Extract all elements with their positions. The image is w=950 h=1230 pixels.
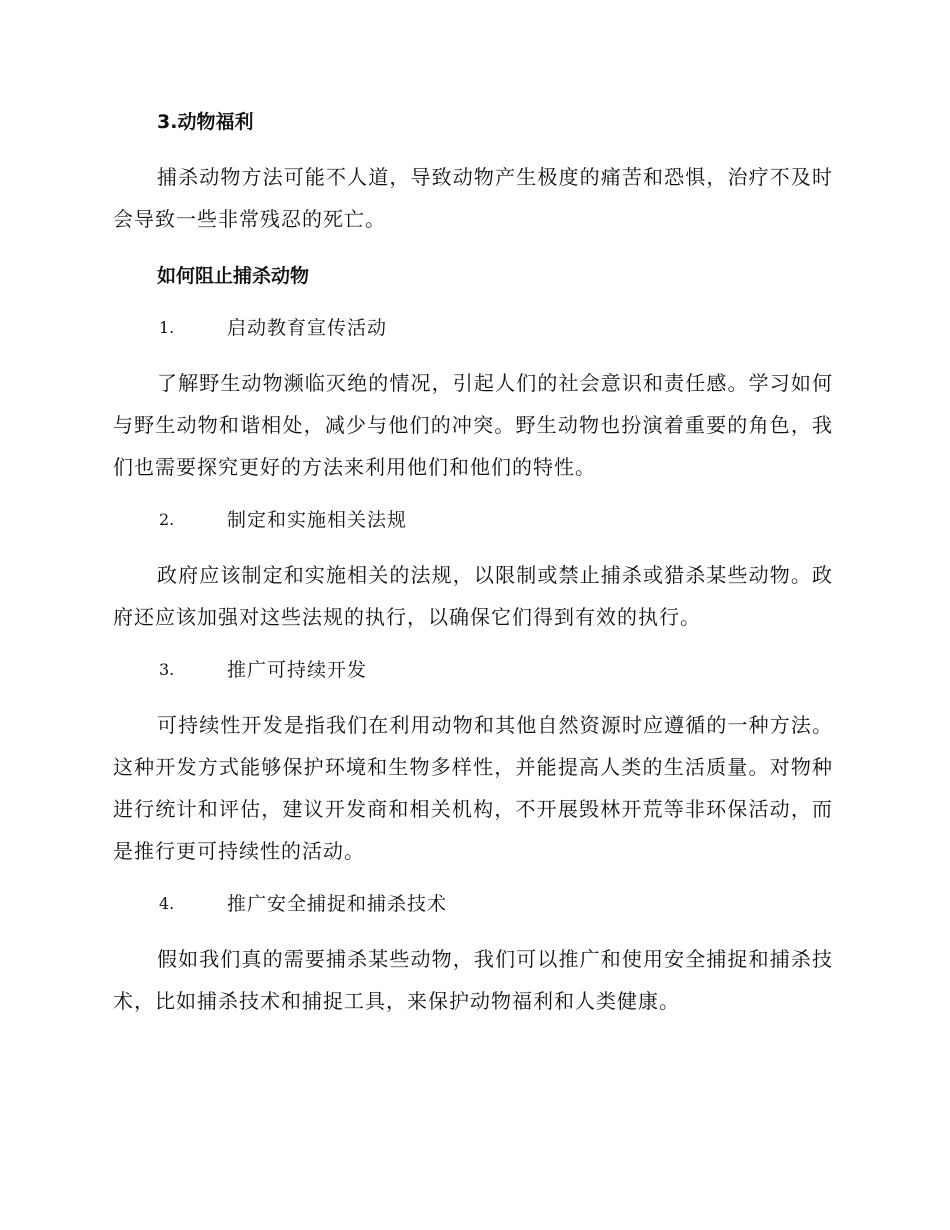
list-item-number: 4. xyxy=(159,894,175,913)
paragraph-animal-welfare: 捕杀动物方法可能不人道，导致动物产生极度的痛苦和恐惧，治疗不及时会导致一些非常残忍的死亡。 xyxy=(113,165,833,231)
list-item-title: 推广可持续开发 xyxy=(227,659,368,681)
list-item-4 xyxy=(113,890,833,918)
list-item-number: 2. xyxy=(159,510,175,529)
list-item-title: 推广安全捕捉和捕杀技术 xyxy=(227,893,448,915)
paragraph-item-4: 假如我们真的需要捕杀某些动物，我们可以推广和使用安全捕捉和捕杀技术，比如捕杀技术和捕捉工具，来保护动物福利和人类健康。 xyxy=(113,947,833,1013)
list-item-3 xyxy=(113,656,833,684)
section-heading-animal-welfare: 3.动物福利 xyxy=(157,111,254,133)
list-item-number: 1. xyxy=(159,318,175,337)
paragraph-item-3: 可持续性开发是指我们在利用动物和其他自然资源时应遵循的一种方法。这种开发方式能够保护环境和生物多样性，并能提高人类的生活质量。对物种进行统计和评估，建议开发商和相关机构，不开展毁林开荒等非环保活动，而是推行更可持续性的活动。 xyxy=(113,713,833,863)
list-item-2 xyxy=(113,506,833,534)
document-page xyxy=(113,108,833,1022)
list-item-number: 3. xyxy=(159,660,175,679)
list-item-title: 启动教育宣传活动 xyxy=(227,317,388,339)
paragraph-item-1: 了解野生动物濒临灭绝的情况，引起人们的社会意识和责任感。学习如何与野生动物和谐相处，减少与他们的冲突。野生动物也扮演着重要的角色，我们也需要探究更好的方法来利用他们和他们的特性。 xyxy=(113,371,833,479)
list-item-title: 制定和实施相关法规 xyxy=(227,509,408,531)
section-heading-prevention: 如何阻止捕杀动物 xyxy=(157,265,310,287)
list-item-1 xyxy=(113,314,833,342)
paragraph-item-2: 政府应该制定和实施相关的法规，以限制或禁止捕杀或猎杀某些动物。政府还应该加强对这些法规的执行，以确保它们得到有效的执行。 xyxy=(113,563,833,629)
